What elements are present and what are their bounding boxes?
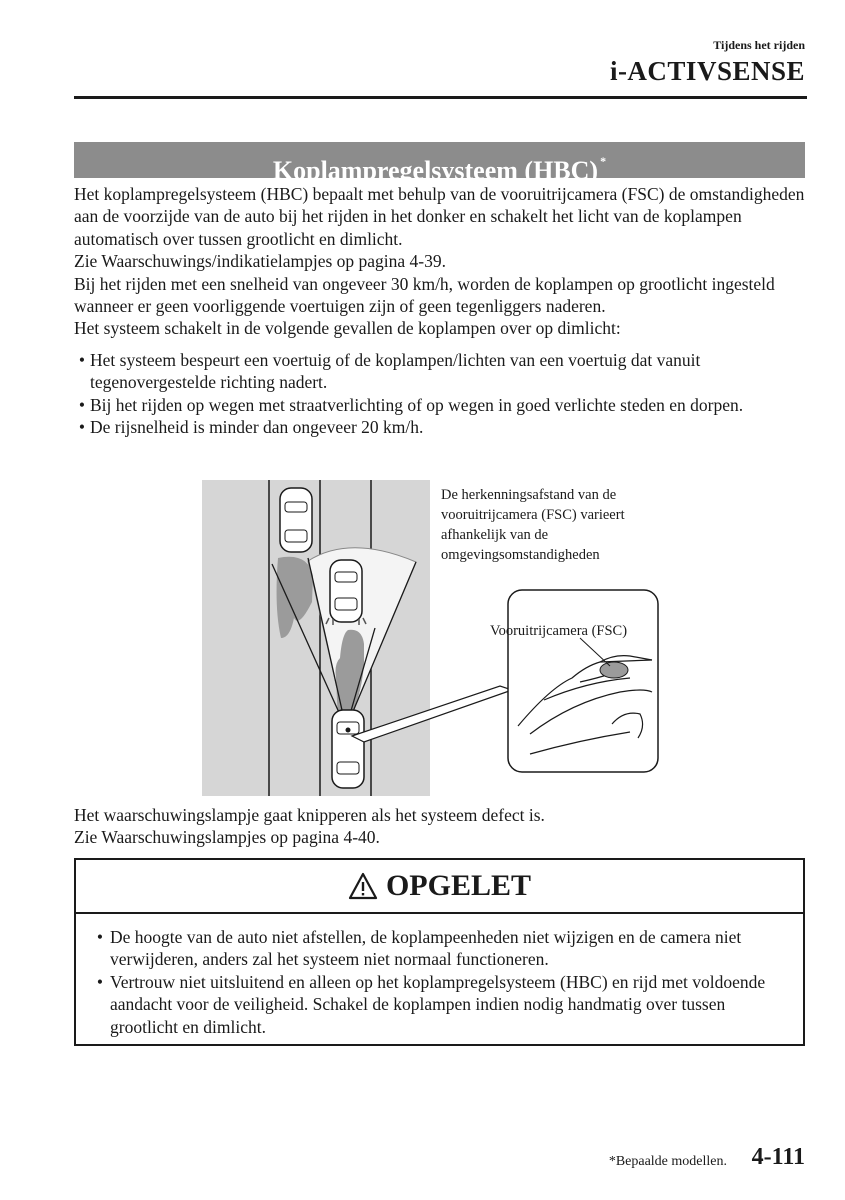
callout-camera: Vooruitrijcamera (FSC) [490, 623, 628, 639]
caution-box [74, 858, 805, 1046]
warning-light-reference: Zie Waarschuwingslampjes op pagina 4-40. [74, 827, 380, 848]
list-item [90, 926, 787, 971]
title-footnote-mark: * [600, 154, 607, 168]
list-item [74, 349, 809, 394]
caution-heading: OPGELET [385, 869, 532, 902]
hbc-illustration [200, 478, 670, 798]
list-item [74, 416, 809, 438]
list-item-text: Het systeem bespeurt een voertuig of de koplampen/lichten van een voertuig dat vanuit tegenovergestelde richting nadert. [90, 350, 701, 393]
camera-housing [600, 662, 628, 678]
list-item-text: De rijsnelheid is minder dan ongeveer 20 km/h. [90, 417, 424, 438]
list-item [74, 394, 809, 416]
footnote: *Bepaalde modellen. [608, 1154, 727, 1169]
post-figure-text [74, 804, 809, 849]
bullet-icon: • [78, 417, 86, 438]
section-title: Koplampregelsysteem (HBC) [272, 156, 599, 185]
intro-reference-1: Zie Waarschuwings/indikatielampjes op pagina 4-39. [74, 251, 446, 272]
own-car [332, 710, 364, 788]
bullet-icon: • [96, 927, 104, 947]
caution-item-text: De hoogte van de auto niet afstellen, de koplampeenheden niet wijzigen en de camera niet verwijderen, anders zal het systeem niet normaal functioneren. [110, 927, 742, 970]
list-item-text: Bij het rijden op wegen met straatverlichting of op wegen in goed verlichte steden en dorpen. [90, 394, 744, 415]
intro-paragraph-1: Het koplampregelsysteem (HBC) bepaalt met behulp van de vooruitrijcamera (FSC) de omstandigheden aan de voorzijde van de auto bij het rijden in het donker en schakelt het licht van de koplampen automatisch over tussen grootlicht en dimlicht. [74, 184, 805, 249]
intro-paragraph-2: Bij het rijden met een snelheid van ongeveer 30 km/h, worden de koplampen op grootlicht ingesteld wanneer er geen voorliggende voertuigen zijn of geen tegenliggers naderen. [74, 273, 775, 317]
header-rule [74, 96, 807, 99]
bullet-icon: • [78, 394, 86, 415]
lead-car [326, 560, 366, 625]
caution-item-text: Vertrouw niet uitsluitend en alleen op het koplampregelsysteem (HBC) en rijd met voldoende aandacht voor de veiligheid. Schakel de koplampen indien nodig handmatig over tussen grootlicht en dimlicht. [110, 971, 766, 1037]
list-item [90, 971, 787, 1038]
road-background [202, 480, 430, 796]
bullet-icon: • [96, 971, 104, 992]
oncoming-car [280, 488, 312, 552]
warning-light-text: Het waarschuwingslampje gaat knipperen als het systeem defect is. [74, 805, 545, 825]
bullet-icon: • [78, 350, 86, 370]
condition-list [74, 349, 809, 439]
header-chapter: i-ACTIVSENSE [609, 56, 805, 86]
section-title-bar [74, 142, 805, 185]
caution-header [76, 860, 803, 914]
callout-detection-range: De herkenningsafstand van de vooruitrijcamera (FSC) varieert afhankelijk van de omgevingsomstandigheden [441, 487, 625, 563]
page-number: 4-111 [751, 1144, 805, 1170]
warning-triangle-icon [348, 872, 378, 900]
caution-list [76, 914, 803, 1038]
intro-text [74, 183, 809, 340]
header-section: Tijdens het rijden [713, 38, 805, 52]
intro-paragraph-3: Het systeem schakelt in de volgende gevallen de koplampen over op dimlicht: [74, 318, 621, 339]
